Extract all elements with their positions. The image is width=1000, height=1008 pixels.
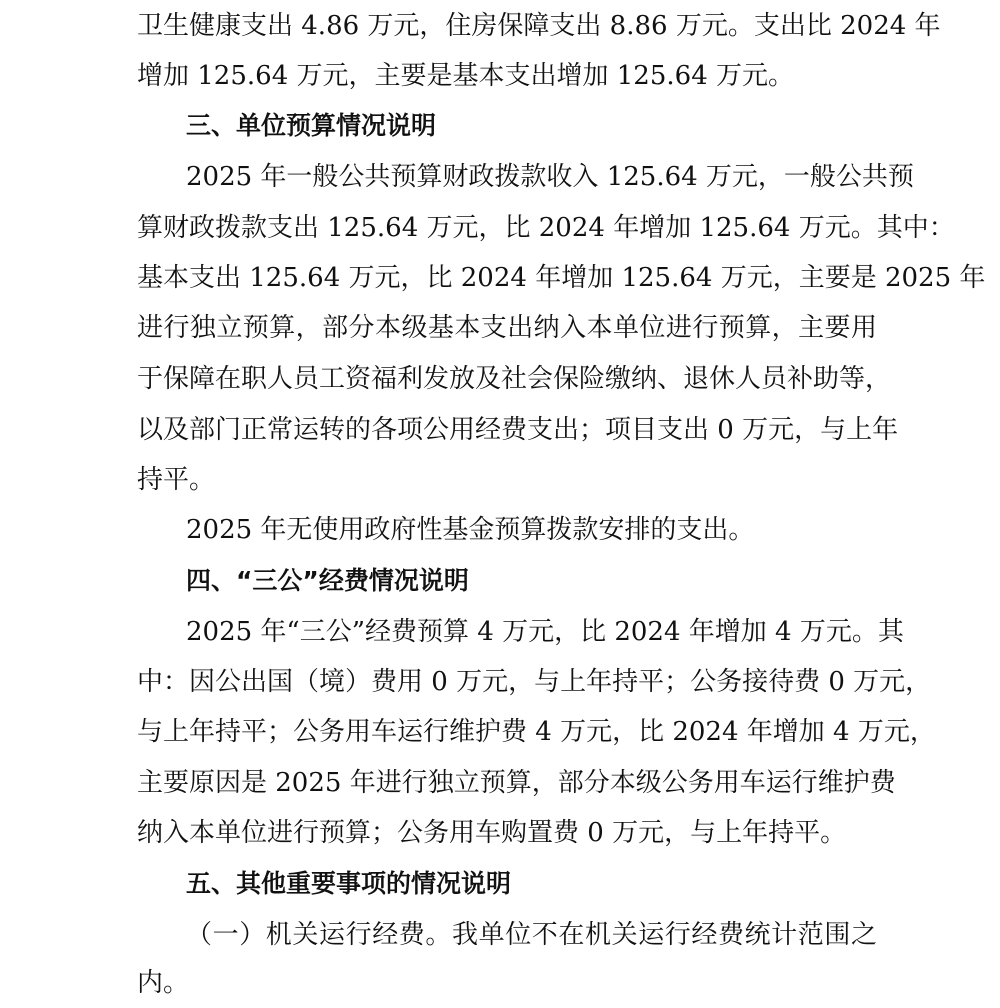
paragraph-line: 2025 年无使用政府性基金预算拨款安排的支出。: [186, 515, 755, 545]
paragraph-line: 2025 年“三公”经费预算 4 万元，比 2024 年增加 4 万元。其: [186, 617, 904, 647]
paragraph-line: 进行独立预算，部分本级基本支出纳入本单位进行预算，主要用: [137, 313, 877, 343]
paragraph-line: 卫生健康支出 4.86 万元，住房保障支出 8.86 万元。支出比 2024 年: [137, 11, 941, 41]
paragraph-line: 持平。: [137, 465, 216, 495]
section-heading-3: 三、单位预算情况说明: [186, 111, 437, 140]
paragraph-line: 于保障在职人员工资福利发放及社会保险缴纳、退休人员补助等，: [137, 364, 892, 394]
paragraph-line: 基本支出 125.64 万元，比 2024 年增加 125.64 万元，主要是 2025 年: [137, 263, 986, 293]
paragraph-line: 增加 125.64 万元，主要是基本支出增加 125.64 万元。: [137, 61, 795, 91]
paragraph-line: 内。: [137, 968, 190, 998]
paragraph-line: 中：因公出国（境）费用 0 万元，与上年持平；公务接待费 0 万元，: [137, 667, 932, 697]
section-heading-5: 五、其他重要事项的情况说明: [186, 869, 512, 898]
paragraph-line: 算财政拨款支出 125.64 万元，比 2024 年增加 125.64 万元。其中：: [137, 213, 955, 243]
paragraph-line: （一）机关运行经费。我单位不在机关运行经费统计范围之: [186, 920, 877, 950]
section-heading-4: 四、“三公”经费情况说明: [186, 566, 469, 595]
paragraph-line: 纳入本单位进行预算；公务用车购置费 0 万元，与上年持平。: [137, 818, 847, 848]
paragraph-line: 与上年持平；公务用车运行维护费 4 万元，比 2024 年增加 4 万元，: [137, 717, 936, 747]
paragraph-line: 以及部门正常运转的各项公用经费支出；项目支出 0 万元，与上年: [137, 415, 899, 445]
paragraph-line: 2025 年一般公共预算财政拨款收入 125.64 万元，一般公共预: [186, 162, 914, 192]
paragraph-line: 主要原因是 2025 年进行独立预算，部分本级公务用车运行维护费: [137, 768, 896, 798]
